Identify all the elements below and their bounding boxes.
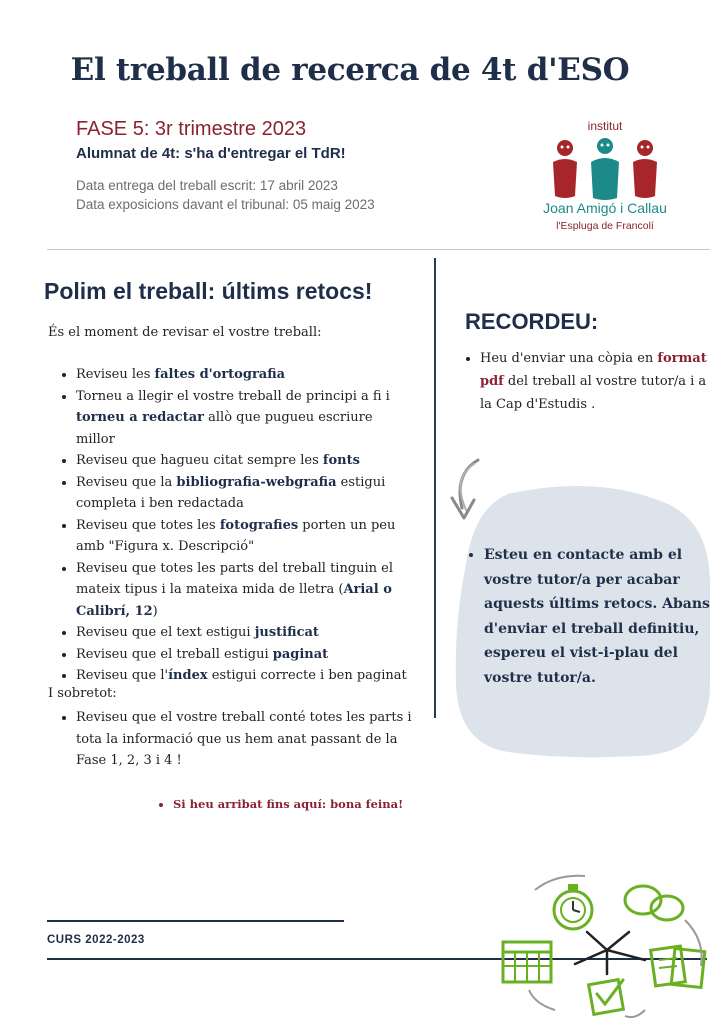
documents-icon: [651, 946, 705, 987]
final-note: • Si heu arribat fins aquí: bona feina!: [173, 797, 403, 811]
stopwatch-icon: [554, 884, 592, 929]
main-heading: Polim el treball: últims retocs!: [44, 278, 373, 304]
checklist: [58, 364, 414, 687]
sobretot-list: [58, 707, 414, 772]
footer-rule-top: [47, 920, 344, 922]
reminder-list: [466, 543, 722, 690]
list-item: • Heu d'enviar una còpia en format pdf del treball al vostre tutor/a i a la Cap d'Estudis .: [480, 347, 720, 416]
workflow-illustration: [495, 870, 724, 1024]
recordeu-list: [462, 347, 720, 416]
column-divider: [434, 258, 436, 718]
phase-subtitle: Alumnat de 4t: s'ha d'entregar el TdR!: [76, 145, 346, 162]
list-item: • Reviseu les faltes d'ortografia: [76, 364, 414, 386]
date-exhibition: Data exposicions davant el tribunal: 05 maig 2023: [76, 197, 375, 212]
list-item: • Reviseu que l'índex estigui correcte i ben paginat: [76, 665, 414, 687]
list-item: • Reviseu que hagueu citat sempre les fonts: [76, 450, 414, 472]
list-item: • Reviseu que totes les parts del treball tinguin el mateix tipus i la mateixa mida de lletra (Arial o Calibrí, 12): [76, 558, 414, 623]
list-item: • Reviseu que el treball estigui paginat: [76, 644, 414, 666]
final-note-list: [155, 797, 403, 811]
calendar-icon: [503, 942, 551, 982]
list-item: • Reviseu que totes les fotografies porten un peu amb "Figura x. Descripció": [76, 515, 414, 558]
checkbox-icon: [589, 980, 624, 1015]
footer-course: CURS 2022-2023: [47, 934, 145, 946]
speech-bubbles-icon: [625, 886, 683, 920]
list-item: • Reviseu que el vostre treball conté totes les parts i tota la informació que us hem anat passant de la Fase 1, 2, 3 i 4 !: [76, 707, 414, 772]
logo-school-name: Joan Amigó i Callau: [543, 200, 667, 216]
recordeu-heading: RECORDEU:: [465, 309, 599, 334]
main-intro: És el moment de revisar el vostre treball:: [48, 325, 322, 340]
sobretot-label: I sobretot:: [48, 686, 117, 701]
list-item: • Torneu a llegir el vostre treball de principi a fi i torneu a redactar allò que pugueu escriure millor: [76, 386, 414, 451]
divider-top: [47, 249, 710, 250]
logo-town: l'Espluga de Francolí: [556, 220, 654, 232]
logo-institut-label: institut: [587, 119, 623, 133]
list-item: • Reviseu que la bibliografia-webgrafia estigui completa i ben redactada: [76, 472, 414, 515]
dates-block: [76, 176, 375, 214]
date-written: Data entrega del treball escrit: 17 abril 2023: [76, 178, 338, 193]
list-item: • Reviseu que el text estigui justificat: [76, 622, 414, 644]
page-title: El treball de recerca de 4t d'ESO: [70, 52, 630, 88]
phase-heading: FASE 5: 3r trimestre 2023: [76, 118, 307, 140]
list-item: • Esteu en contacte amb el vostre tutor/a per acabar aquests últims retocs. Abans d'enviar el treball definitiu, espereu el vist-i-plau del vostre tutor/a.: [484, 543, 722, 690]
